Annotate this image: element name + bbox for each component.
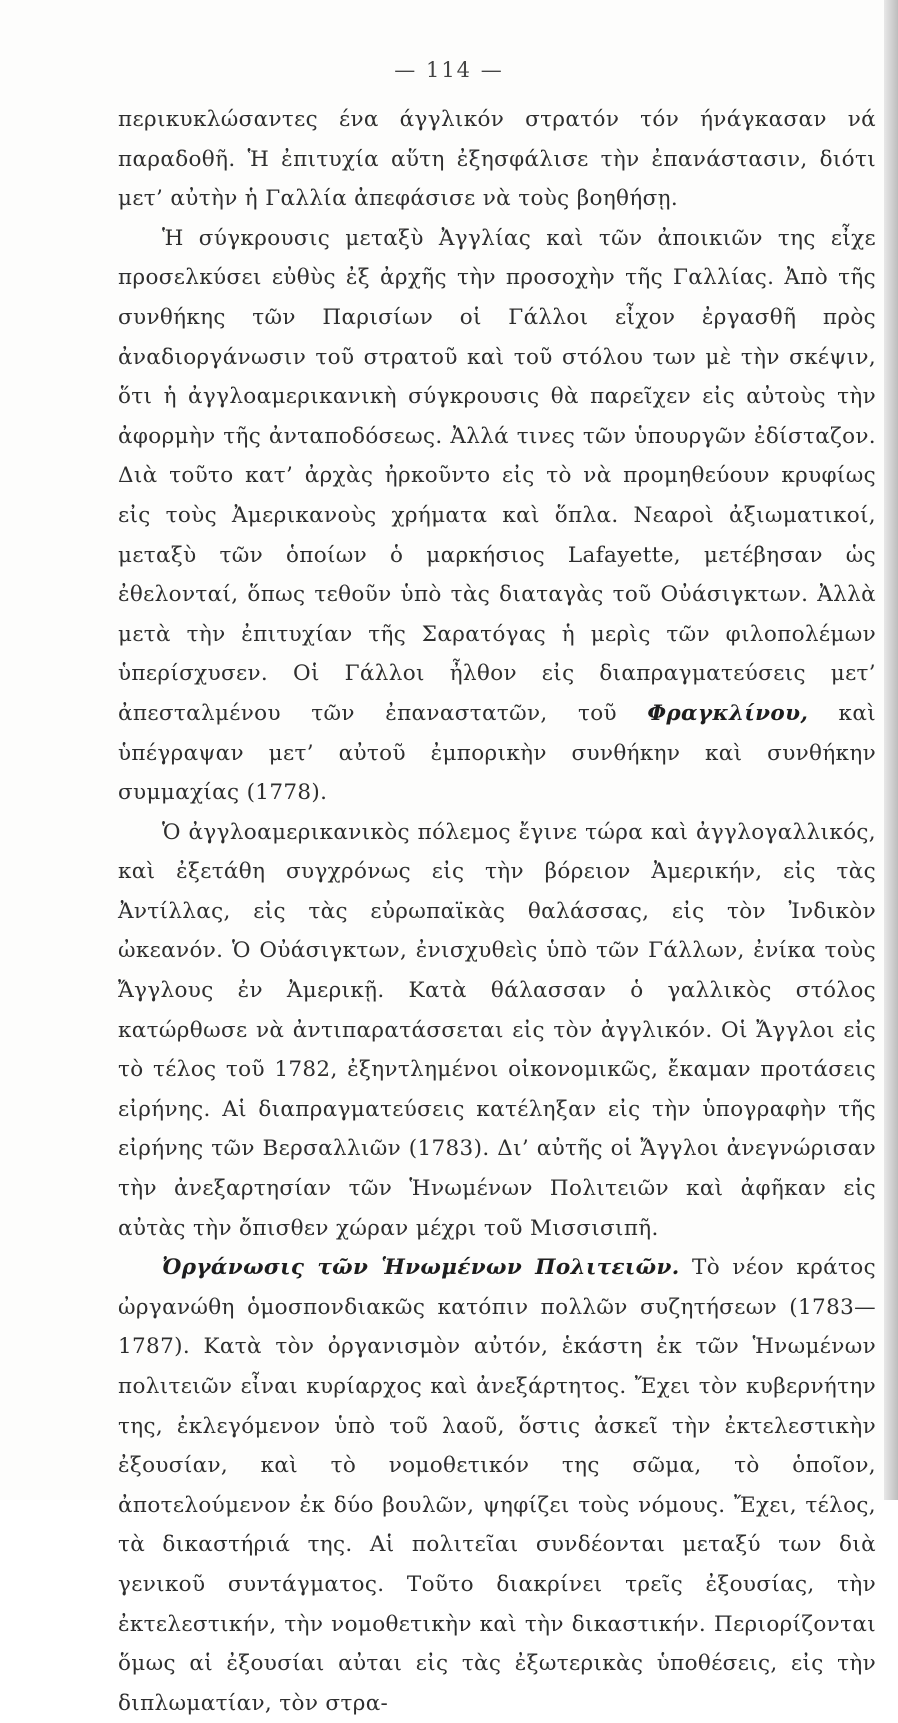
paragraph-1 <box>118 100 876 219</box>
page-number: — 114 — <box>394 58 504 82</box>
paragraph-2 <box>118 219 876 813</box>
paragraph-3 <box>118 813 876 1249</box>
body-text <box>118 100 876 1723</box>
paragraph-3-text: Ὁ ἀγγλοαμερικανικὸς πόλεμος ἔγινε τώρα καὶ ἀγγλογαλλικός, καὶ ἐξετάθη συγχρόνως εἰς τὴν βόρειον Ἀμερικήν, εἰς τὰς Ἀντίλλας, εἰς τὰς εὐρωπαϊκὰς θαλάσσας, εἰς τὸν Ἰνδικὸν ὠκεανόν. Ὁ Οὐάσιγκτων, ἐνισχυθεὶς ὑπὸ τῶν Γάλλων, ἐνίκα τοὺς Ἄγγλους ἐν Ἀμερικῇ. Κατὰ θάλασσαν ὁ γαλλικὸς στόλος κατώρθωσε νὰ ἀντιπαρατάσσεται εἰς τὸν ἀγγλικόν. Οἱ Ἄγγλοι εἰς τὸ τέλος τοῦ 1782, ἐξηντλημένοι οἰκονομικῶς, ἔκαμαν προτάσεις εἰρήνης. Αἱ διαπραγματεύσεις κατέληξαν εἰς τὴν ὑπογραφὴν τῆς εἰρήνης τῶν Βερσαλλιῶν (1783). Δι’ αὐτῆς οἱ Ἄγγλοι ἀνεγνώρισαν τὴν ἀνεξαρτησίαν τῶν Ἡνωμένων Πολιτειῶν καὶ ἀφῆκαν εἰς αὐτὰς τὴν ὄπισθεν χώραν μέχρι τοῦ Μισσισιπῆ. <box>118 819 876 1241</box>
paragraph-2-tail: καὶ ὑπέγραψαν μετ’ αὐτοῦ ἐμπορικὴν συνθήκην καὶ συνθήκην συμμαχίας (1778). <box>118 700 876 806</box>
paragraph-4-text: Τὸ νέον κράτος ὠργανώθη ὁμοσπονδιακῶς κατόπιν πολλῶν συζητήσεων (1783—1787). Κατὰ τὸν ὀργανισμὸν αὐτόν, ἑκάστη ἐκ τῶν Ἡνωμένων πολιτειῶν εἶναι κυρίαρχος καὶ ἀνεξάρτητος. Ἔχει τὸν κυβερνήτην της, ἐκλεγόμενον ὑπὸ τοῦ λαοῦ, ὅστις ἀσκεῖ τὴν ἐκτελεστικὴν ἐξουσίαν, καὶ τὸ νομοθετικόν της σῶμα, τὸ ὁποῖον, ἀποτελούμενον ἐκ δύο βουλῶν, ψηφίζει τοὺς νόμους. Ἔχει, τέλος, τὰ δικαστήριά της. Αἱ πολιτεῖαι συνδέονται μεταξύ των διὰ γενικοῦ συντάγματος. Τοῦτο διακρίνει τρεῖς ἐξουσίας, τὴν ἐκτελεστικήν, τὴν νομοθετικὴν καὶ τὴν δικαστικήν. Περιορίζονται ὅμως αἱ ἐξουσίαι αὐται εἰς τὰς ἐξωτερικὰς ὑποθέσεις, εἰς τὴν διπλωματίαν, τὸν στρα- <box>118 1255 876 1716</box>
paragraph-4 <box>118 1248 876 1723</box>
paragraph-2-text: Ἡ σύγκρουσις μεταξὺ Ἀγγλίας καὶ τῶν ἀποικιῶν της εἶχε προσελκύσει εὐθὺς ἐξ ἀρχῆς τὴν προσοχὴν τῆς Γαλλίας. Ἀπὸ τῆς συνθήκης τῶν Παρισίων οἱ Γάλλοι εἶχον ἐργασθῆ πρὸς ἀναδιοργάνωσιν τοῦ στρατοῦ καὶ τοῦ στόλου των μὲ τὴν σκέψιν, ὅτι ἡ ἀγγλοαμερικανικὴ σύγκρουσις θὰ παρεῖχεν εἰς αὐτοὺς τὴν ἀφορμὴν τῆς ἀνταποδόσεως. Ἀλλά τινες τῶν ὑπουργῶν ἐδίσταζον. Διὰ τοῦτο κατ’ ἀρχὰς ἠρκοῦντο εἰς τὸ νὰ προμηθεύουν κρυφίως εἰς τοὺς Ἀμερικανοὺς χρήματα καὶ ὅπλα. Νεαροὶ ἀξιωματικοί, μεταξὺ τῶν ὁποίων ὁ μαρκήσιος Lafayette, μετέβησαν ὡς ἐθελονταί, ὅπως τεθοῦν ὑπὸ τὰς διαταγὰς τοῦ Οὐάσιγκτων. Ἀλλὰ μετὰ τὴν ἐπιτυχίαν τῆς Σαρατόγας ἡ μερὶς τῶν φιλοπολέμων ὑπερίσχυσεν. Οἱ Γάλλοι ἦλθον εἰς διαπραγματεύσεις μετ’ ἀπεσταλμένου τῶν ἐπαναστατῶν, τοῦ <box>118 225 876 726</box>
section-heading: Ὀργάνωσις τῶν Ἡνωμένων Πολιτειῶν. <box>162 1255 680 1281</box>
franklin-name: Φραγκλίνου, <box>647 700 809 726</box>
paragraph-1-text: περικυκλώσαντες ένα άγγλικόν στρατόν τόν ήνάγκασαν νά παραδοθῆ. Ἡ ἐπιτυχία αὕτη ἐξησφάλισε τὴν ἐπανάστασιν, διότι μετ’ αὐτὴν ἡ Γαλλία ἀπεφάσισε νὰ τοὺς βοηθήσῃ. <box>118 107 876 212</box>
page-edge-shadow <box>884 0 898 1500</box>
